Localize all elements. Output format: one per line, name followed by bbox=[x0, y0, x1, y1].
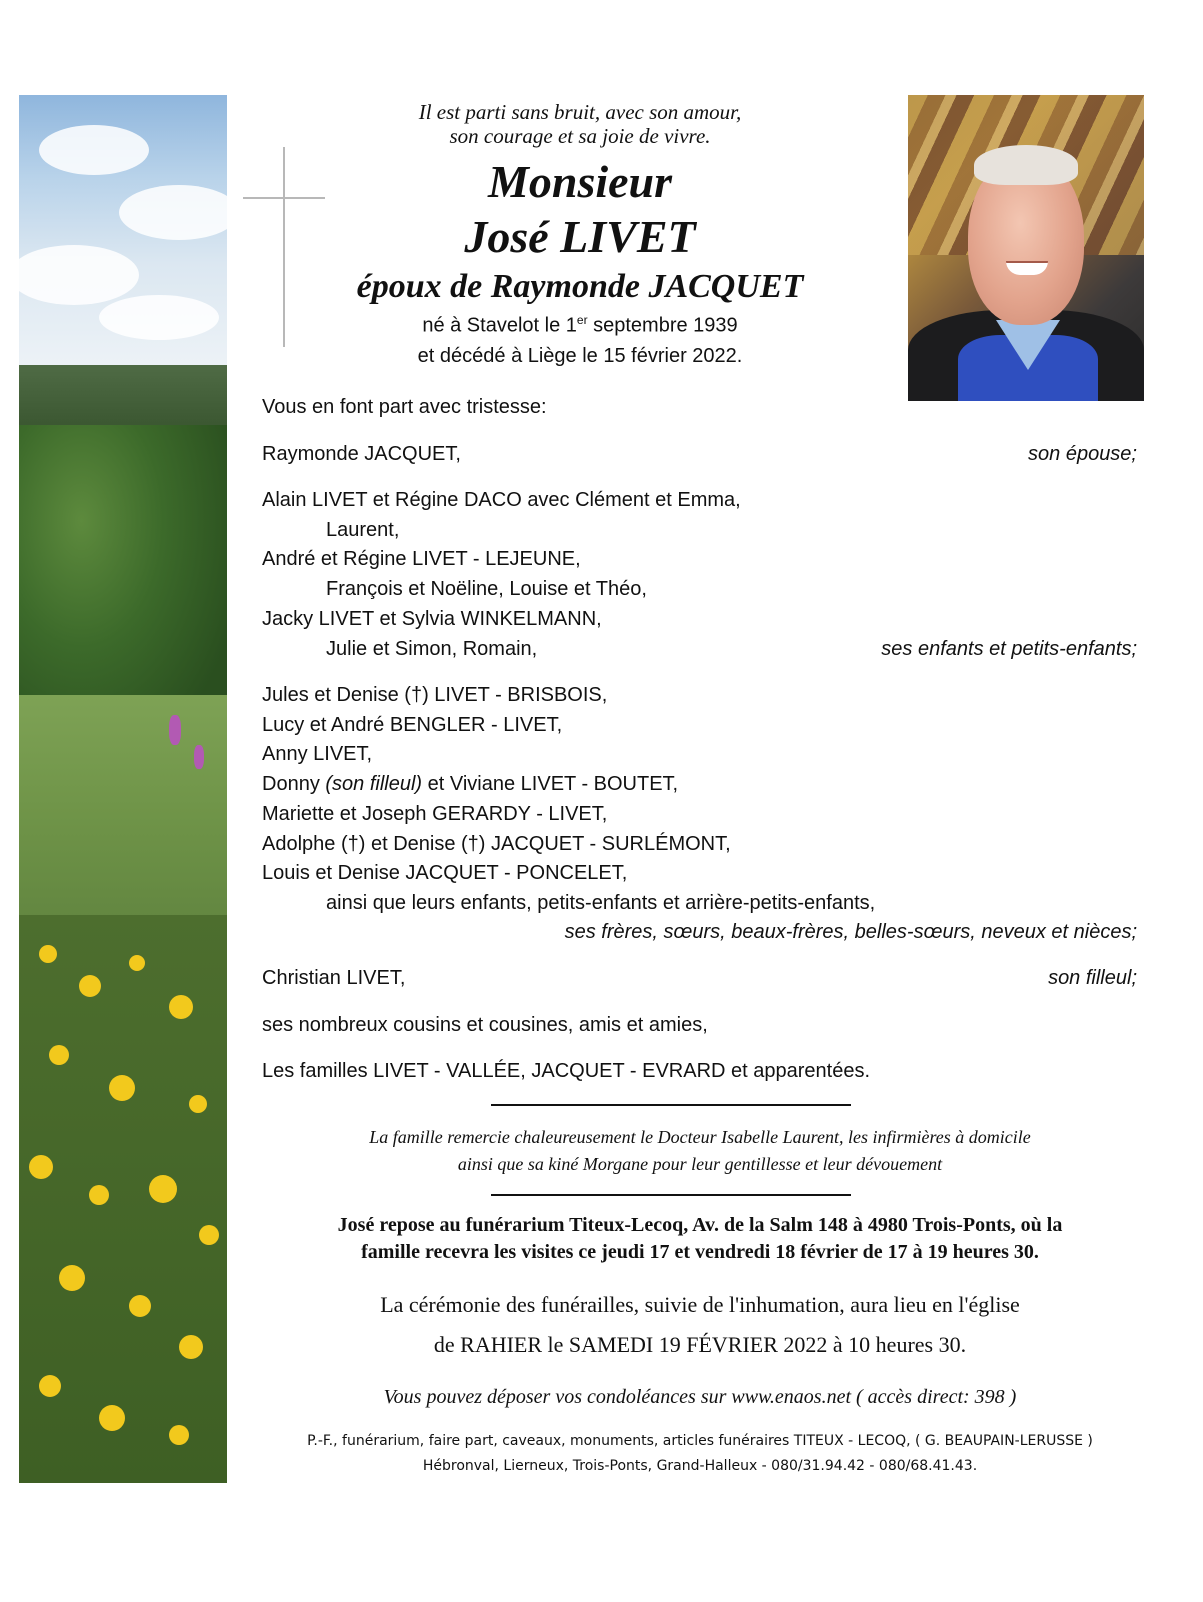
ceremony-line-2: de RAHIER le SAMEDI 19 FÉVRIER 2022 à 10 heures 30. bbox=[433, 1332, 967, 1357]
portrait-photo bbox=[908, 95, 1144, 401]
epigraph-line-1: Il est parti sans bruit, avec son amour, bbox=[418, 100, 742, 124]
child-line: André et Régine LIVET - LEJEUNE, bbox=[262, 548, 581, 570]
birth-line bbox=[330, 313, 830, 338]
repose-line-2: famille recevra les visites ce jeudi 17 et vendredi 18 février de 17 à 19 heures 30. bbox=[361, 1241, 1039, 1263]
godson-name: Christian LIVET, bbox=[262, 967, 406, 989]
flower bbox=[199, 1225, 219, 1245]
salutation: Monsieur bbox=[487, 156, 673, 207]
flower bbox=[169, 1425, 189, 1445]
grandchild-line: Laurent, bbox=[326, 519, 400, 541]
sibling-line: Anny LIVET, bbox=[262, 743, 373, 765]
flower bbox=[29, 1155, 53, 1179]
sibling-partner: et Viviane LIVET - BOUTET, bbox=[427, 773, 679, 795]
cloud bbox=[39, 125, 149, 175]
siblings-role: ses frères, sœurs, beaux-frères, belles-sœurs, neveux et nièces; bbox=[564, 921, 1137, 943]
flower bbox=[179, 1335, 203, 1359]
cloud bbox=[99, 295, 219, 340]
sibling-line: Adolphe (†) et Denise (†) JACQUET - SURLÉMONT, bbox=[262, 833, 731, 855]
flower bbox=[169, 995, 193, 1019]
families-line: Les familles LIVET - VALLÉE, JACQUET - EVRARD et apparentées. bbox=[262, 1060, 871, 1082]
sibling-line bbox=[262, 773, 678, 796]
sibling-line: Lucy et André BENGLER - LIVET, bbox=[262, 714, 563, 736]
birth-prefix: né à Stavelot le 1 bbox=[422, 314, 577, 337]
landscape-image bbox=[19, 95, 227, 1483]
condolences-line: Vous pouvez déposer vos condoléances sur www.enaos.net ( accès direct: 398 ) bbox=[383, 1386, 1017, 1408]
cloud bbox=[119, 185, 227, 240]
sibling-line: Jules et Denise (†) LIVET - BRISBOIS, bbox=[262, 684, 608, 706]
cross-icon bbox=[243, 197, 325, 199]
flower bbox=[129, 1295, 151, 1317]
spouse-role: son épouse; bbox=[1028, 443, 1137, 465]
children-role: ses enfants et petits-enfants; bbox=[881, 638, 1137, 660]
divider bbox=[491, 1194, 851, 1196]
flower bbox=[99, 1405, 125, 1431]
footer-line-1: P.-F., funérarium, faire part, caveaux, monuments, articles funéraires TITEUX - LECOQ, ( G. BEAUPAIN-LERUSSE ) bbox=[307, 1433, 1093, 1449]
foxglove bbox=[169, 715, 181, 745]
cross-icon bbox=[283, 147, 285, 347]
announce-line: Vous en font part avec tristesse: bbox=[262, 396, 547, 418]
godson-note: (son filleul) bbox=[325, 773, 423, 795]
child-line: Jacky LIVET et Sylvia WINKELMANN, bbox=[262, 608, 602, 630]
godson-role: son filleul; bbox=[1048, 967, 1137, 989]
sibling-line: Mariette et Joseph GERARDY - LIVET, bbox=[262, 803, 608, 825]
epigraph-line-2: son courage et sa joie de vivre. bbox=[449, 124, 711, 148]
flower bbox=[79, 975, 101, 997]
flower bbox=[129, 955, 145, 971]
birth-suffix: septembre 1939 bbox=[587, 314, 738, 337]
grandchild-line: Julie et Simon, Romain, bbox=[326, 638, 538, 660]
flower bbox=[89, 1185, 109, 1205]
footer-line-2: Hébronval, Lierneux, Trois-Ponts, Grand-Halleux - 080/31.94.42 - 080/68.41.43. bbox=[422, 1458, 978, 1474]
repose-line-1: José repose au funérarium Titeux-Lecoq, Av. de la Salm 148 à 4980 Trois-Ponts, où la bbox=[337, 1214, 1063, 1236]
spouse-name: Raymonde JACQUET, bbox=[262, 443, 461, 465]
flower bbox=[49, 1045, 69, 1065]
death-line: et décédé à Liège le 15 février 2022. bbox=[417, 345, 743, 367]
ceremony-line-1: La cérémonie des funérailles, suivie de l'inhumation, aura lieu en l'église bbox=[380, 1292, 1020, 1317]
sibling-line: Louis et Denise JACQUET - PONCELET, bbox=[262, 862, 628, 884]
sibling-name: Donny bbox=[262, 773, 320, 795]
thanks-line-2: ainsi que sa kiné Morgane pour leur gentillesse et leur dévouement bbox=[457, 1154, 943, 1174]
flower bbox=[149, 1175, 177, 1203]
flower bbox=[59, 1265, 85, 1291]
foxglove bbox=[194, 745, 204, 769]
flower bbox=[189, 1095, 207, 1113]
child-line: Alain LIVET et Régine DACO avec Clément et Emma, bbox=[262, 489, 741, 511]
flower bbox=[39, 1375, 61, 1397]
flower bbox=[109, 1075, 135, 1101]
thanks-line-1: La famille remercie chaleureusement le Docteur Isabelle Laurent, les infirmières à domicile bbox=[369, 1127, 1031, 1147]
cousins-line: ses nombreux cousins et cousines, amis et amies, bbox=[262, 1014, 708, 1036]
deceased-name: José LIVET bbox=[464, 211, 696, 262]
descendants-line: ainsi que leurs enfants, petits-enfants et arrière-petits-enfants, bbox=[326, 892, 876, 914]
spouse-line: époux de Raymonde JACQUET bbox=[356, 268, 804, 305]
flower-field bbox=[19, 915, 227, 1483]
grandchild-line: François et Noëline, Louise et Théo, bbox=[326, 578, 647, 600]
birth-sup: er bbox=[576, 313, 588, 327]
flower bbox=[39, 945, 57, 963]
divider bbox=[491, 1104, 851, 1106]
hair bbox=[974, 145, 1078, 185]
